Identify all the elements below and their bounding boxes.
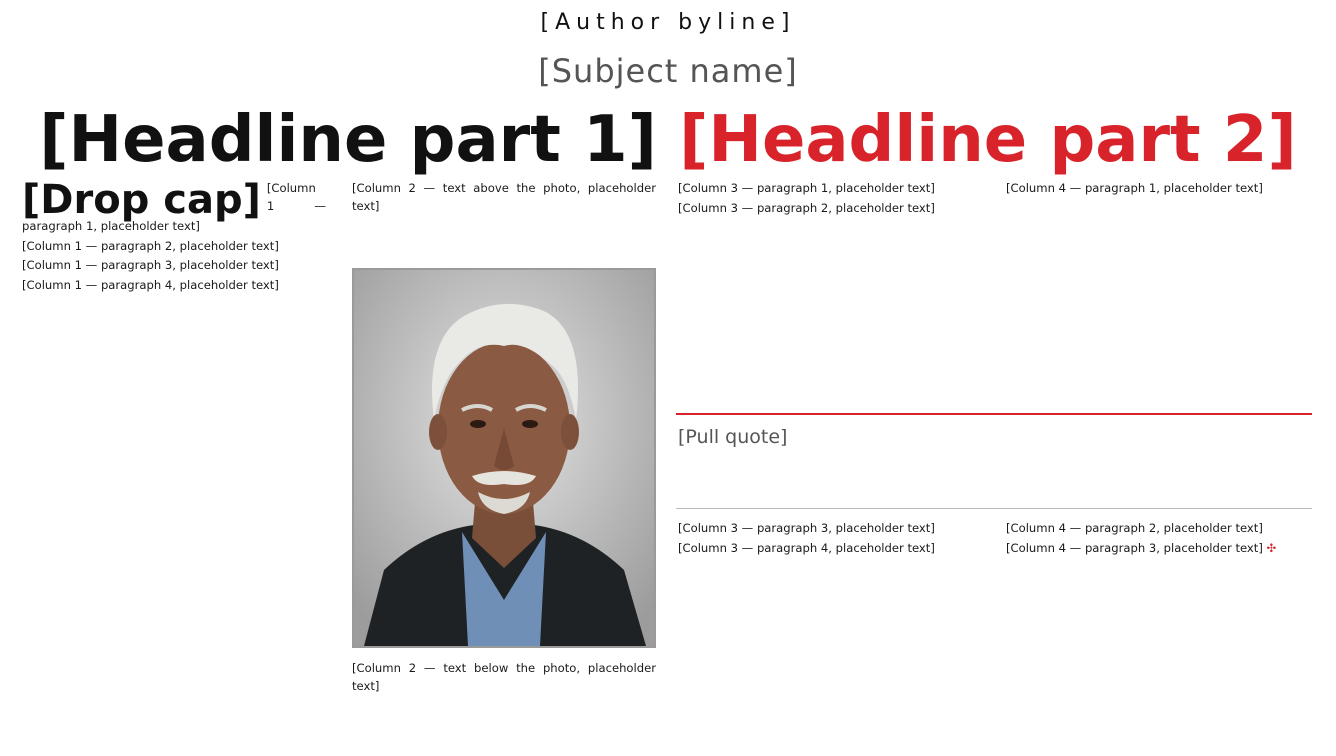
paragraph: [Column 3 — paragraph 2, placeholder text] [678, 200, 935, 215]
article-column-4-bottom [1006, 520, 1312, 754]
article-column-2-top [352, 180, 656, 258]
pullquote-bottom-rule [676, 508, 1312, 509]
end-mark-icon: ✣ [1266, 540, 1277, 555]
drop-cap: [Drop cap] [22, 180, 261, 223]
paragraph: [Column 1 — paragraph 3, placeholder text] [22, 258, 279, 273]
paragraph: [Column 3 — paragraph 4, placeholder text] [678, 540, 935, 555]
paragraph: [Column 2 — text above the photo, placeholder text] [352, 181, 656, 213]
article-column-3-top [678, 180, 984, 406]
paragraph: [Column 1 — paragraph 4, placeholder text] [22, 277, 279, 292]
pull-quote: [Pull quote] [678, 426, 788, 448]
paragraph: [Column 3 — paragraph 3, placeholder text] [678, 521, 935, 535]
author-portrait-photo [352, 268, 656, 648]
article-column-1 [22, 180, 326, 754]
paragraph: [Column 2 — text below the photo, placeholder text] [352, 661, 656, 693]
paragraph: [Column 4 — paragraph 2, placeholder text] [1006, 521, 1263, 535]
headline-part-2: [Headline part 2] [679, 103, 1297, 177]
paragraph: [Column 4 — paragraph 1, placeholder text] [1006, 181, 1263, 195]
author-byline: [Author byline] [540, 10, 796, 35]
paragraph: [Column 3 — paragraph 1, placeholder text] [678, 181, 935, 195]
article-column-2-bottom [352, 660, 656, 754]
subject-name: [Subject name] [538, 52, 798, 90]
paragraph: [Column 1 — paragraph 1, placeholder text] [22, 181, 326, 233]
paragraph: [Column 1 — paragraph 2, placeholder text] [22, 238, 279, 253]
article-column-3-bottom [678, 520, 984, 754]
article-column-4-top [1006, 180, 1312, 406]
headline-part-1: [Headline part 1] [39, 103, 657, 177]
paragraph [1006, 540, 1312, 558]
paragraph-text: [Column 4 — paragraph 3, placeholder text] [1006, 540, 1263, 555]
headline [0, 100, 1336, 180]
portrait-illustration [354, 270, 654, 646]
pullquote-top-rule [676, 413, 1312, 415]
